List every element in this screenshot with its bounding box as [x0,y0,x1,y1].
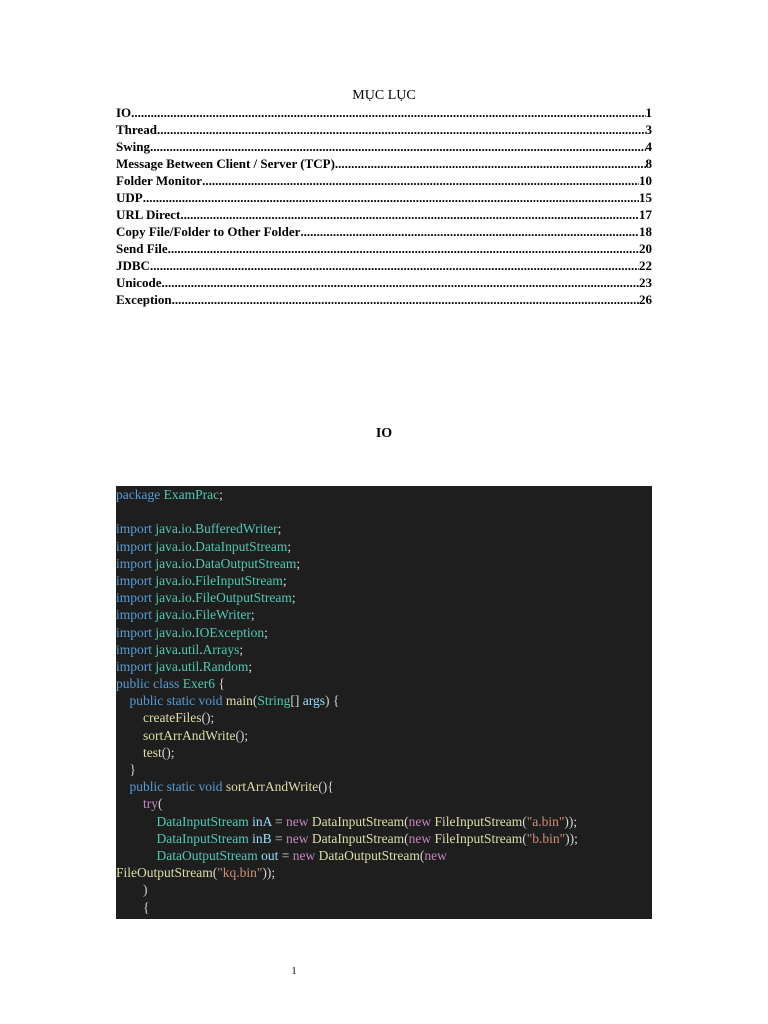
code-token: java [155,538,178,554]
code-token: import [116,641,156,657]
code-token: DataInputStream [156,813,253,829]
code-token: FileOutputStream [116,865,213,881]
code-token: ; [264,624,268,640]
code-token: DataInputStream [311,830,405,846]
code-token: ( [522,830,527,846]
code-token: . [177,590,182,606]
code-token: ) [116,882,148,898]
code-token: out [261,847,279,863]
code-token: io [181,607,192,623]
code-line [116,520,652,537]
code-token: import [116,555,156,571]
code-token: ( [404,830,409,846]
code-token: "kq.bin" [217,865,263,881]
code-token: . [177,624,182,640]
toc-dot-leader [150,257,639,274]
code-token: )); [564,813,578,829]
code-token: ExamPrac [163,487,220,502]
section-heading-io: IO [375,426,393,441]
code-token: io [181,624,192,640]
code-token: FileInputStream [195,572,283,588]
toc-entry-label: Send File [116,241,168,256]
code-token: DataInputStream [311,813,405,829]
toc-entry[interactable] [116,155,652,172]
code-line [116,899,652,916]
code-token: ; [282,572,287,588]
code-token: { [214,676,225,692]
code-token: new [408,830,435,846]
code-token: io [181,521,192,537]
code-token: . [199,641,203,657]
code-token: . [177,521,182,537]
code-line [116,658,652,675]
code-token [116,728,143,743]
code-token: new [424,847,447,863]
toc-dot-leader [180,206,639,223]
code-token: } [116,762,136,777]
toc-entry-label: JDBC [116,258,150,273]
code-token: DataOutputStream [318,847,420,863]
code-line [116,709,652,726]
toc-entry[interactable] [116,257,652,274]
code-line [116,572,652,589]
code-token: public static void [129,693,226,709]
toc-entry-page: 8 [645,156,652,171]
toc-entry-page: 18 [639,224,652,239]
code-token: io [181,572,192,588]
toc-dot-leader [202,172,639,189]
toc-dot-leader [300,223,639,240]
code-token: ( [158,796,163,812]
code-token: import [116,658,156,674]
code-token: . [191,607,196,623]
code-token: ; [219,487,223,502]
code-line [116,624,652,641]
code-token: java [155,555,178,571]
toc-entry[interactable] [116,240,652,257]
toc-entry-page: 4 [645,139,652,154]
toc-entry-label: Swing [116,139,150,154]
code-token: sortArrAndWrite [225,779,319,795]
toc-entry-label: Thread [116,122,157,137]
code-token: sortArrAndWrite [143,727,236,743]
toc-entry-page: 15 [639,190,652,205]
code-token: test [143,744,162,760]
code-token: new [286,813,312,829]
toc-entry-label: Exception [116,292,172,307]
code-token: new [286,830,312,846]
code-token [116,693,130,708]
code-token: io [181,538,192,554]
toc-entry[interactable] [116,189,652,206]
toc-entry-page: 17 [639,207,652,222]
code-token: main [225,693,253,709]
code-token: (); [161,744,175,760]
code-token: . [199,658,203,674]
code-token: io [181,555,192,571]
code-token: util [181,641,200,657]
code-token: createFiles [143,710,202,726]
code-token: . [191,624,196,640]
code-token: . [177,572,182,588]
code-token: = [271,813,286,829]
toc-title: MỤC LỤC [352,88,416,103]
code-token: { [116,899,150,915]
code-token: new [292,847,319,863]
code-token: ; [296,555,301,571]
code-token [116,779,130,794]
code-token: [] [290,693,303,709]
code-token [116,831,157,846]
code-token: import [116,607,156,623]
code-token: util [181,658,200,674]
toc-entry[interactable] [116,223,652,240]
toc-entry[interactable] [116,138,652,155]
code-line [116,675,652,692]
code-token: public static void [129,779,226,795]
code-line [116,864,652,881]
code-token: . [191,590,196,606]
code-line [116,761,652,778]
toc-dot-leader [172,291,639,308]
code-line [116,486,652,503]
code-token: Exer6 [182,676,215,692]
code-token: DataOutputStream [195,555,297,571]
code-token: ( [404,813,409,829]
code-token: java [155,624,178,640]
code-token: )); [565,830,578,846]
toc-entry-page: 3 [645,122,652,137]
code-token: DataInputStream [156,830,253,846]
code-token: io [181,590,192,606]
code-block [116,486,652,919]
toc-entry-label: Folder Monitor [116,173,203,188]
code-token: ; [239,641,244,657]
code-token: "a.bin" [526,813,565,829]
code-token: new [408,813,435,829]
code-token: "b.bin" [526,830,566,846]
code-token: import [116,538,156,554]
code-token: inB [252,830,272,846]
code-token: FileInputStream [434,813,523,829]
code-token: (){ [318,779,334,795]
code-token: java [155,658,178,674]
code-line [116,538,652,555]
code-token: FileOutputStream [195,590,292,606]
code-token: . [191,555,196,571]
code-token: . [191,538,196,554]
code-token: ) { [325,693,340,709]
code-token: ; [291,590,296,606]
code-token: . [177,607,182,623]
code-line [116,503,652,520]
code-token: import [116,521,156,537]
toc-entry-page: 10 [639,173,652,188]
code-token: ; [277,521,282,537]
code-line [116,744,652,761]
toc-dot-leader [162,274,640,291]
code-token: (); [201,710,215,726]
code-token: import [116,590,156,606]
code-token: try [143,796,158,812]
code-token: . [177,538,182,554]
code-token: DataInputStream [195,538,288,554]
code-token: import [116,624,156,640]
toc-entry-label: Message Between Client / Server (TCP) [116,156,335,171]
code-token: . [177,658,182,674]
code-line [116,830,652,847]
code-line [116,847,652,864]
code-line [116,555,652,572]
toc-entry[interactable] [116,172,652,189]
code-token: = [278,847,293,863]
code-token: args [302,693,325,709]
code-line [116,813,652,830]
toc-entry[interactable] [116,291,652,308]
code-token: . [177,641,182,657]
toc-entry-page: 23 [639,275,652,290]
code-token: ; [287,538,292,554]
code-token: java [155,521,178,537]
code-token: )); [262,865,276,881]
code-token [116,796,143,811]
toc-entry-label: Copy File/Folder to Other Folder [116,224,301,239]
code-token: inA [252,813,272,829]
code-token: ( [252,693,258,709]
toc-entry-page: 20 [639,241,652,256]
code-token: package [116,487,164,502]
code-token: public class [116,676,183,692]
code-line [116,778,652,795]
toc-entry-label: Unicode [116,275,162,290]
toc-entry[interactable] [116,104,652,121]
code-token: BufferedWriter [195,521,278,537]
code-token: ; [250,607,255,623]
code-token: ( [212,865,218,881]
code-token: java [155,572,178,588]
toc-dot-leader [150,138,646,155]
code-token: DataOutputStream [156,847,262,863]
code-line [116,641,652,658]
toc-entry-page: 1 [645,105,652,120]
code-token: java [155,590,178,606]
code-token: FileInputStream [434,830,523,846]
toc-dot-leader [131,104,645,121]
code-token [116,848,157,863]
toc-entry[interactable] [116,121,652,138]
code-token: . [191,521,196,537]
table-of-contents [116,104,652,308]
code-token: . [191,572,196,588]
code-line [116,606,652,623]
code-line [116,881,652,898]
code-token: ( [419,847,425,863]
page-number: 1 [291,966,297,977]
code-token [116,745,143,760]
code-token: ; [248,658,253,674]
toc-dot-leader [168,240,639,257]
code-token: java [155,607,178,623]
code-token: (); [235,727,249,743]
toc-entry-label: UDP [116,190,143,205]
toc-entry-label: IO [116,105,132,120]
code-token: ( [522,813,527,829]
code-token: FileWriter [195,607,251,623]
code-line [116,795,652,812]
code-token: = [271,830,286,846]
code-line [116,727,652,744]
toc-entry[interactable] [116,274,652,291]
toc-dot-leader [335,155,646,172]
code-token: IOException [195,624,265,640]
toc-entry-page: 26 [639,292,652,307]
code-token: Arrays [202,641,240,657]
toc-entry[interactable] [116,206,652,223]
toc-entry-label: URL Direct [116,207,181,222]
code-line [116,692,652,709]
code-token: import [116,572,156,588]
code-token: . [177,555,182,571]
code-token: String [257,693,291,709]
toc-dot-leader [143,189,639,206]
code-token: java [155,641,178,657]
code-line [116,589,652,606]
code-token [116,814,157,829]
toc-dot-leader [157,121,646,138]
toc-entry-page: 22 [639,258,652,273]
code-token: Random [202,658,249,674]
code-token [116,710,143,725]
